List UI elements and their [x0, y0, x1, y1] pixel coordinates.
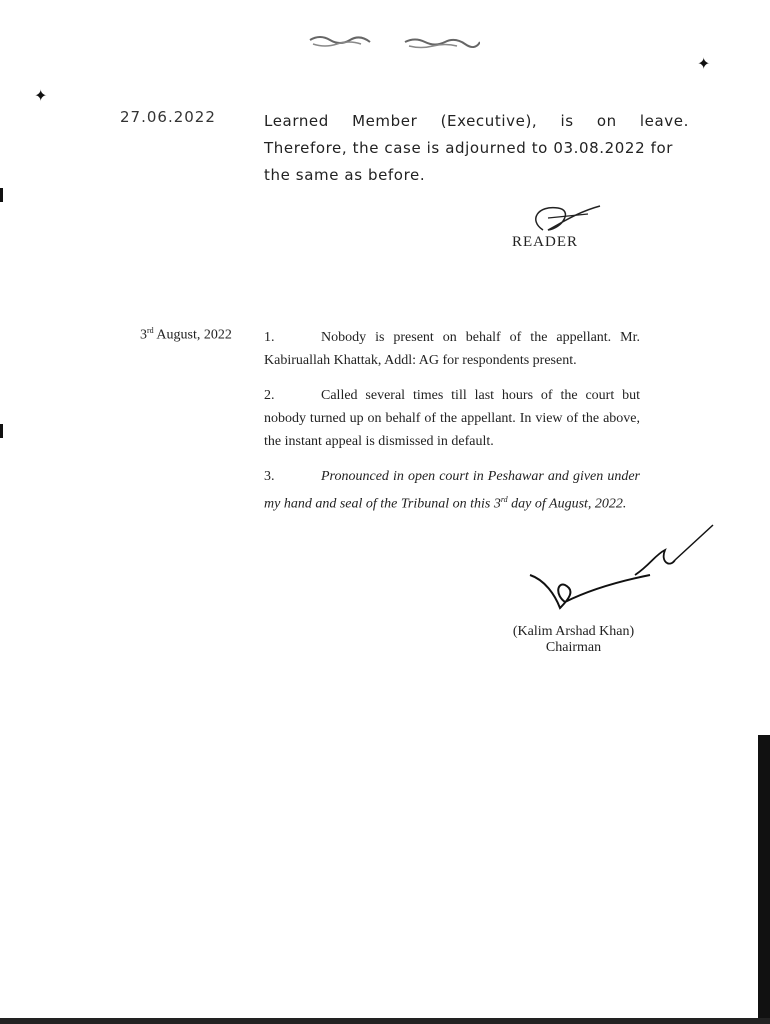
- signatory-title: Chairman: [545, 640, 602, 655]
- signatory-name: (Kalim Arshad Khan): [512, 624, 635, 639]
- paragraph-number: 1.: [264, 330, 275, 345]
- signature-label: READER: [512, 234, 578, 250]
- word: Member: [352, 112, 418, 130]
- word: is: [560, 112, 574, 130]
- paragraph-number: 2.: [264, 388, 275, 403]
- word: Learned: [264, 112, 329, 130]
- paragraph-text: Called several times till last hours of the court but nobody turned up on behalf of the appellant. In view of the above, the instant appeal is dismissed in default.: [264, 388, 640, 449]
- ink-blot-mark: ✦: [34, 86, 48, 105]
- entry-line: Therefore, the case is adjourned to 03.08.2022 for: [264, 139, 674, 157]
- paragraph-text: Nobody is present on behalf of the appellant. Mr. Kabiruallah Khattak, Addl: AG for respondents present.: [264, 330, 640, 368]
- order-paragraph: 3. Pronounced in open court in Peshawar and given under my hand and seal of the Tribunal on this 3rd day of August, 2022.: [264, 465, 640, 516]
- scan-edge-shadow: [0, 1018, 770, 1024]
- header-scribble: [305, 30, 480, 54]
- word: leave.: [639, 112, 689, 130]
- paragraph-number: 3.: [264, 469, 275, 484]
- word: on: [596, 112, 617, 130]
- entry-line: the same as before.: [264, 166, 426, 184]
- paragraph-text: Pronounced in open court in Peshawar and given under my hand and seal of the Tribunal on this 3: [264, 469, 640, 512]
- scan-edge-mark: [0, 188, 3, 202]
- signatory-block: [506, 624, 641, 656]
- entry-date: 27.06.2022: [120, 108, 216, 126]
- ink-blot-mark: ✦: [697, 54, 711, 73]
- order-body: [264, 326, 640, 528]
- order-paragraph: [264, 384, 640, 453]
- word: (Executive),: [440, 112, 538, 130]
- entry-text: [264, 108, 689, 189]
- scan-edge-shadow: [758, 735, 770, 1024]
- entry-line: [264, 108, 689, 135]
- chairman-signature: [525, 520, 715, 615]
- order-paragraph: [264, 326, 640, 372]
- scan-edge-mark: [0, 424, 3, 438]
- entry-date: 3rd August, 2022: [140, 326, 232, 343]
